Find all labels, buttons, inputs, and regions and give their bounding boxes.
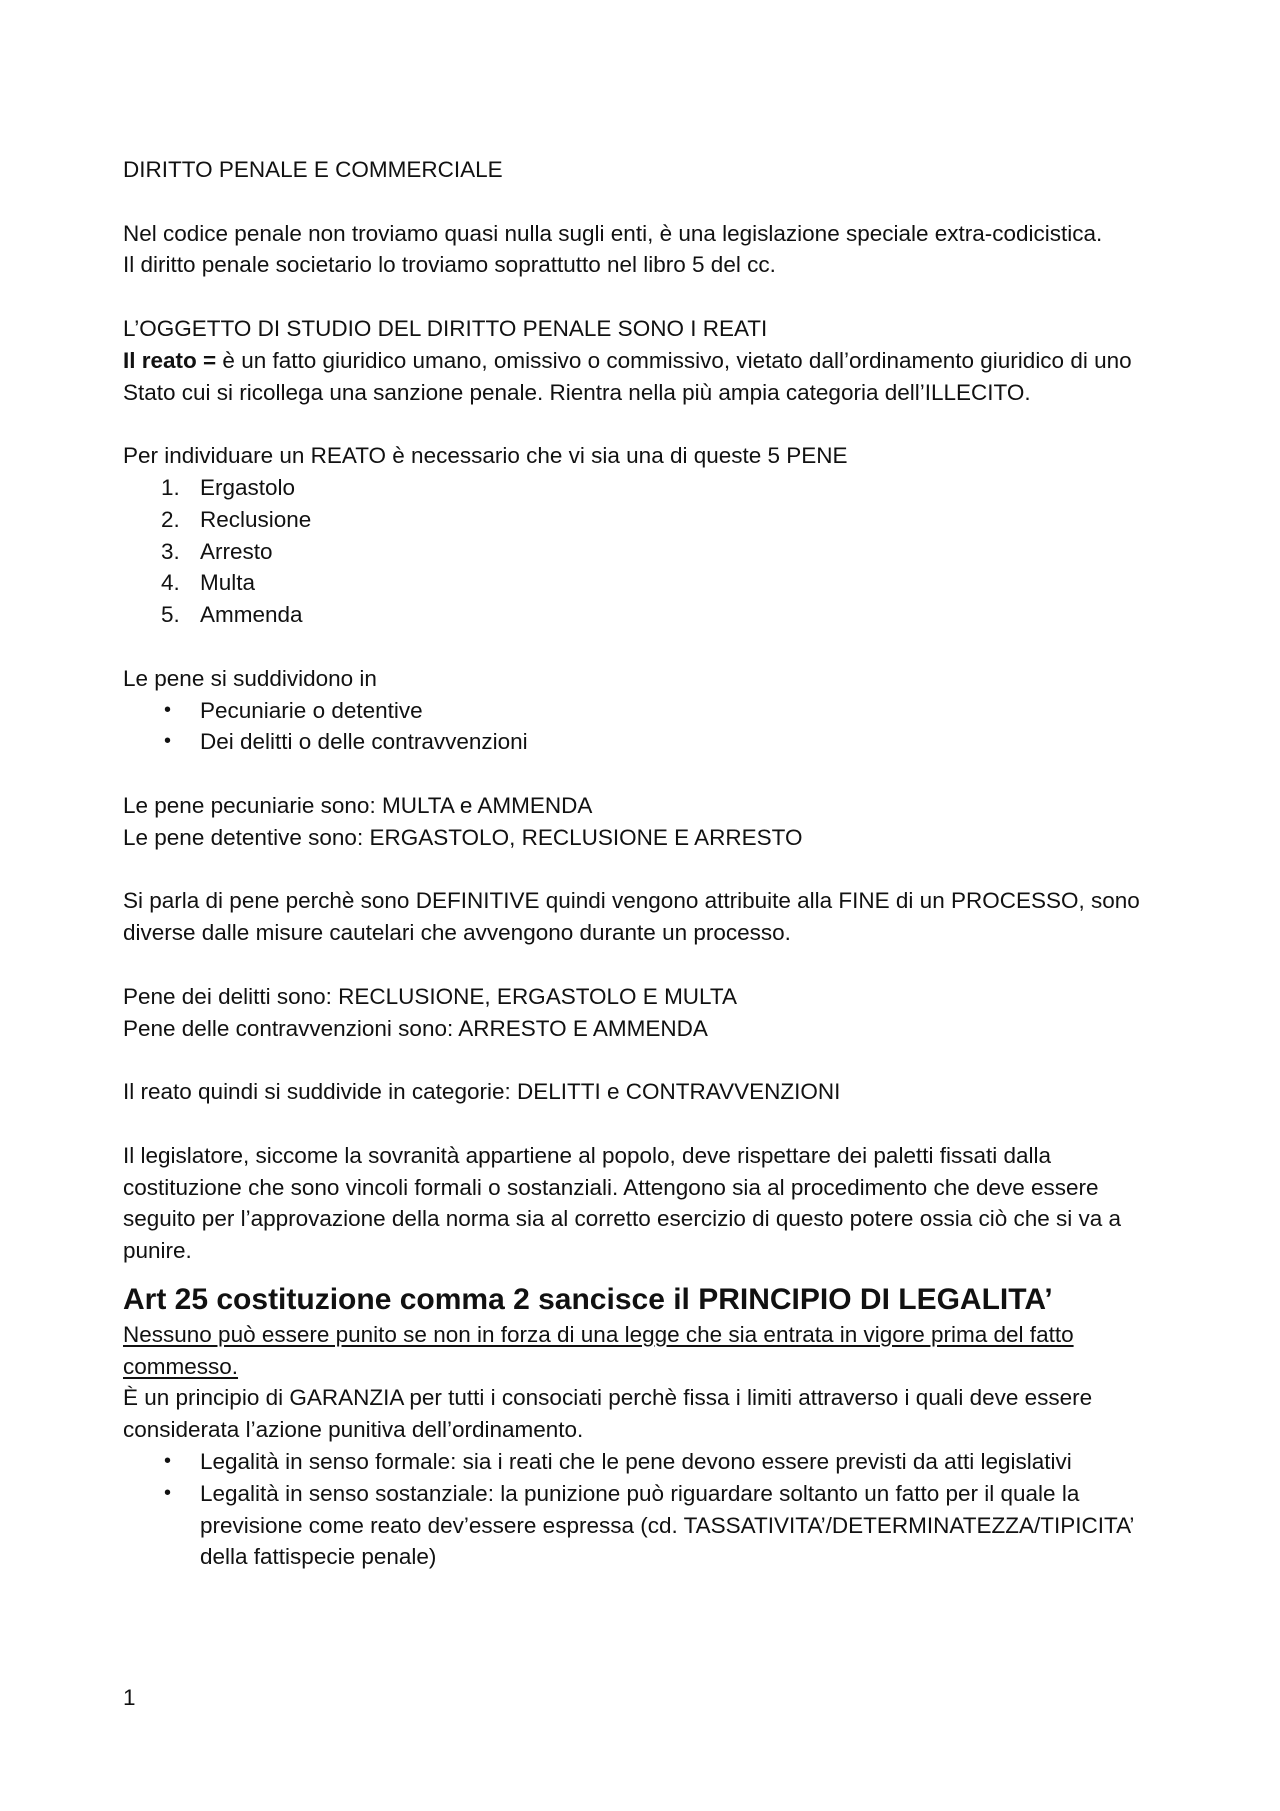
list-number: 5. (161, 602, 180, 628)
page-number: 1 (123, 1685, 136, 1710)
bullet-icon: • (164, 1450, 172, 1473)
definitive-paragraph: Si parla di pene perchè sono DEFINITIVE quindi vengono attribuite alla FINE di un PROCESSO, sono diverse dalle misure cautelari che avvengono durante un processo. (123, 888, 1140, 946)
intro-line-1: Nel codice penale non troviamo quasi nulla sugli enti, è una legislazione speciale extra-codicistica. (123, 220, 1103, 246)
reato-paragraph (123, 345, 1173, 409)
spacer (123, 1108, 1173, 1140)
list-number: 1. (161, 474, 180, 500)
spacer (123, 758, 1173, 790)
document-title: DIRITTO PENALE E COMMERCIALE (123, 157, 503, 182)
list-number: 2. (161, 506, 180, 532)
bullet-icon: • (164, 730, 172, 753)
pene-intro: Per individuare un REATO è necessario che vi sia una di queste 5 PENE (123, 443, 848, 469)
list-item-text: Arresto (200, 538, 273, 564)
reato-definition: è un fatto giuridico umano, omissivo o commissivo, vietato dall’ordinamento giuridico di uno Stato cui si ricollega una sanzione penale. Rientra nella più ampia categoria dell’ILLECITO. (123, 347, 1132, 405)
object-title: L’OGGETTO DI STUDIO DEL DIRITTO PENALE SONO I REATI (123, 315, 768, 341)
list-item (123, 1446, 1173, 1478)
list-item (123, 1478, 1173, 1573)
spacer (123, 631, 1173, 663)
list-item (123, 567, 1173, 599)
spacer (123, 949, 1173, 981)
contravvenzioni-line: Pene delle contravvenzioni sono: ARRESTO E AMMENDA (123, 1015, 708, 1041)
legalita-list (123, 1446, 1173, 1573)
reato-label: Il reato = (123, 347, 217, 373)
garanzia-paragraph: È un principio di GARANZIA per tutti i consociati perchè fissa i limiti attraverso i quali deve essere considerata l’azione punitiva dell’ordinamento. (123, 1385, 1093, 1443)
list-item-text: Legalità in senso sostanziale: la punizione può riguardare soltanto un fatto per il quale la previsione come reato dev’essere espressa (cd. TASSATIVITA’/DETERMINATEZZA/TIPICITA’ della fattispecie penale) (200, 1480, 1134, 1570)
spacer (123, 281, 1173, 313)
bullet-icon: • (164, 698, 172, 721)
principio-statement: Nessuno può essere punito se non in forza di una legge che sia entrata in vigore prima del fatto commesso. (123, 1321, 1074, 1379)
spacer (123, 1044, 1173, 1076)
pene-list (123, 472, 1173, 631)
list-item-text: Multa (200, 570, 256, 596)
bullet-icon: • (164, 1481, 172, 1504)
list-item (123, 599, 1173, 631)
list-item-text: Pecuniarie o detentive (200, 697, 423, 723)
list-item (123, 536, 1173, 568)
list-number: 4. (161, 570, 180, 596)
list-item (123, 504, 1173, 536)
suddivisione-intro: Le pene si suddividono in (123, 665, 377, 691)
list-item-text: Ergastolo (200, 474, 296, 500)
pecuniarie-line: Le pene pecuniarie sono: MULTA e AMMENDA (123, 792, 593, 818)
list-item (123, 695, 1173, 727)
list-number: 3. (161, 538, 180, 564)
legislatore-paragraph: Il legislatore, siccome la sovranità appartiene al popolo, deve rispettare dei paletti fissati dalla costituzione che sono vincoli formali o sostanziali. Attengono sia al procedimento che deve essere seguito per l’approvazione della norma sia al corretto esercizio di questo potere ossia ciò che si va a punire. (123, 1142, 1122, 1264)
document-body (123, 154, 1173, 1573)
spacer (123, 186, 1173, 218)
suddivisione-list (123, 695, 1173, 759)
spacer (123, 854, 1173, 886)
list-item-text: Reclusione (200, 506, 312, 532)
delitti-line: Pene dei delitti sono: RECLUSIONE, ERGASTOLO E MULTA (123, 983, 737, 1009)
detentive-line: Le pene detentive sono: ERGASTOLO, RECLUSIONE E ARRESTO (123, 824, 803, 850)
intro-line-2: Il diritto penale societario lo troviamo soprattutto nel libro 5 del cc. (123, 252, 776, 278)
list-item-text: Dei delitti o delle contravvenzioni (200, 729, 528, 755)
section-heading: Art 25 costituzione comma 2 sancisce il PRINCIPIO DI LEGALITA’ (123, 1282, 1053, 1316)
categorie-line: Il reato quindi si suddivide in categorie: DELITTI e CONTRAVVENZIONI (123, 1079, 841, 1105)
list-item-text: Ammenda (200, 602, 303, 628)
spacer (123, 408, 1173, 440)
list-item (123, 726, 1173, 758)
list-item (123, 472, 1173, 504)
list-item-text: Legalità in senso formale: sia i reati che le pene devono essere previsti da atti legislativi (200, 1449, 1072, 1475)
